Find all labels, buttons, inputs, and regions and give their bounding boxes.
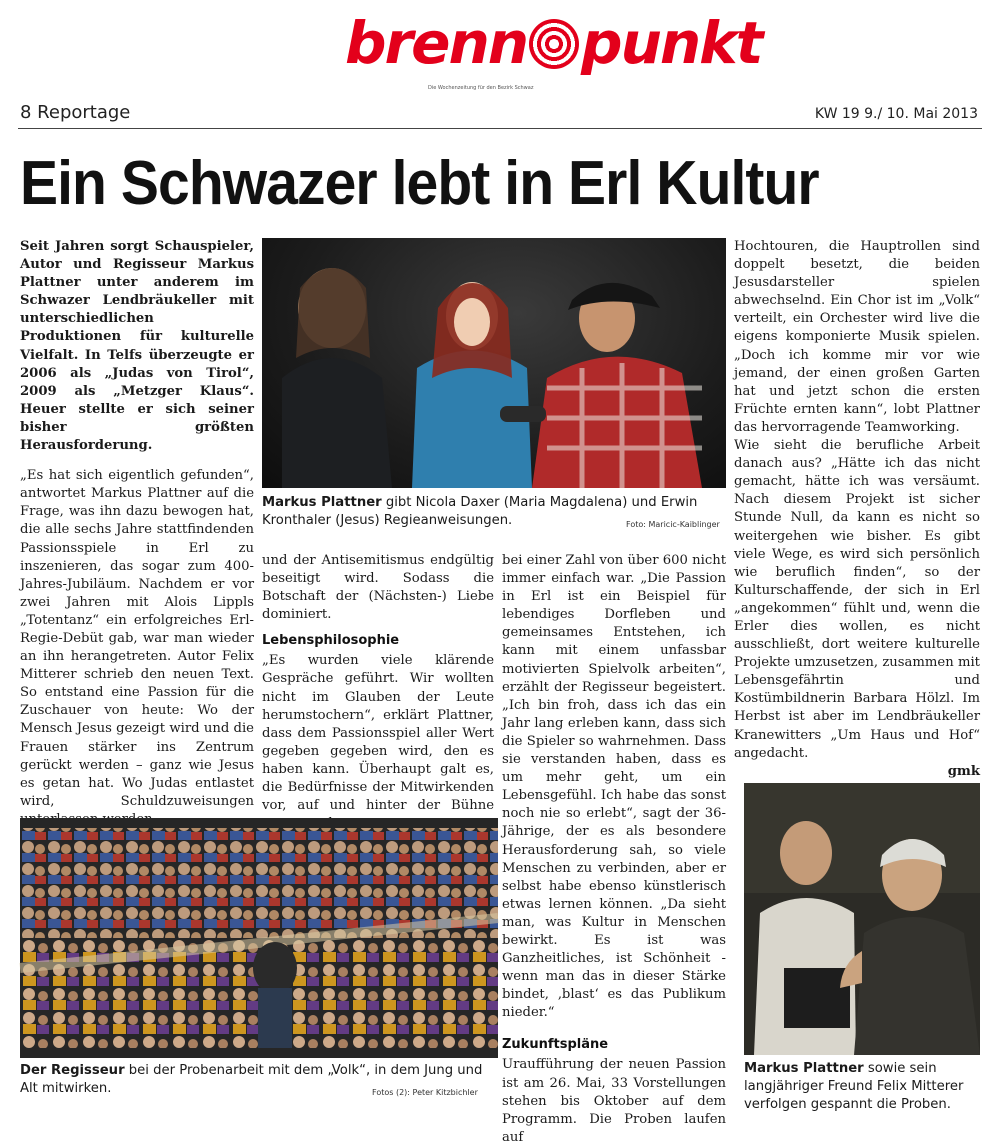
- headline: Ein Schwazer lebt in Erl Kultur: [20, 149, 819, 218]
- photo3-caption: [744, 1060, 984, 1114]
- brand-left: brenn: [345, 9, 528, 77]
- header-rule: [18, 128, 982, 129]
- caption-text: bei der Probenarbeit mit dem „Volk“, in dem Jung und Alt mitwirken.: [20, 1063, 483, 1096]
- caption-text: gibt Nicola Daxer (Maria Magdalena) und Erwin Kronthaler (Jesus) Regieanweisungen.: [262, 495, 698, 528]
- column-1: [20, 238, 254, 818]
- body-paragraph: und der Antisemitismus endgültig beseitigt wird. Sodass die Botschaft der (Nächsten-) Liebe dominiert.: [262, 553, 494, 623]
- issue-date: KW 19 9./ 10. Mai 2013: [814, 106, 978, 122]
- photo2-credit: Fotos (2): Peter Kitzbichler: [372, 1088, 478, 1097]
- photo-rehearsal-direction: [262, 238, 726, 488]
- tagline: Die Wochenzeitung für den Bezirk Schwaz: [428, 85, 534, 91]
- body-paragraph: „Es wurden viele klärende Gespräche geführt. Wir wollten nicht im Glauben der Leute herumstochern“, erklärt Plattner, dass dem Passionsspiel aller Wert gegeben gegeben wird, den es haben kann. Überhaupt galt es, die Bedürfnisse der Mitwirkenden vor, auf und hinter der Bühne: [262, 653, 494, 814]
- photo-crowd-rehearsal: [20, 818, 498, 1058]
- subhead-lebensphilosophie: Lebensphilosophie: [262, 633, 400, 649]
- column-4: [734, 238, 980, 778]
- caption-bold: Der Regisseur: [20, 1063, 125, 1078]
- masthead: [0, 0, 1000, 123]
- column-2: [262, 552, 494, 818]
- body-paragraph: „Es hat sich eigentlich gefunden“, antwortet Markus Plattner auf die Frage, was ihn dazu bewogen hat, die alle sechs Jahre stattfindenden Passionsspiele in Erl zu inszenieren, das sogar zum 400-Jahres-Jubiläum. Nachdem er vor zwei Jahren mit Alois Lippls „Totentanz“ ein erfolgreiches Erl-Regie-Debüt gab, war man wieder an ihn herangetreten. Autor Felix Mitterer schrieb den neuen Text. So entstand eine Passion für die Zuschauer von heute: Wo der Mensch Jesus gezeigt wird und die Frauen stärker ins Zentrum gerückt werden – ganz wie Jesus es getan hat. Wo Judas entlastet wird, Schuldzuweisungen: [20, 468, 254, 809]
- caption-bold: Markus Plattner: [262, 495, 382, 510]
- target-icon: [529, 19, 579, 69]
- brand-right: punkt: [581, 9, 762, 77]
- caption-bold: Markus Plattner: [744, 1061, 864, 1076]
- body-paragraph: bei einer Zahl von über 600 nicht immer einfach war. „Die Passion in Erl ist ein Beispiel für lebendiges Dorfleben und gemeinsames Entstehen, ich kann mit einem unfassbar motivierten Spielvolk arbeiten“, erzählt der Regisseur begeistert. „Ich bin froh, dass ich das ein Jahr lang erleben kann, dass sich die Spieler so wahrnehmen. Dass sie verstanden haben, dass es um mehr geht, um ein Lebensgefühl. Ich habe das sonst noch nie so erlebt“, sagt der 36-Jährige, der es als besondere Herausforderung sah, so viele Menschen zu verbinden, aber er selbst habe ebenso künstlerisch etwas lernen können. „Da sieht man, was Kultur in Menschen bewirkt. Es ist was Ganzheitliches, ist Schönheit - wenn man das in dieser Stärke bindet, ‚blast‘ es das Publikum nieder.“: [502, 553, 726, 1021]
- body-paragraph: Wie sieht die berufliche Arbeit danach aus? „Hätte ich das nicht gemacht, hätte ich was versäumt. Nach diesem Projekt ist sicher Stunde Null, da kann es nicht so weitergehen wie bisher. Es gibt viele Wege, es wird sich persönlich wie beruflich finden“, so der Kulturschaffende, der sich in Erl „angekommen“ fühlt und, wenn die Erler dies wollen, es nicht ausschließt, dort weitere kulturelle Projekte umzusetzen, zusammen mit Lebensgefährtin und Kostümbildnerin Barbara Hölzl. Im Herbst ist aber im Lendbräukeller Kranewitters „Um Haus und Hof“ angedacht.: [734, 438, 980, 761]
- lead-paragraph: Seit Jahren sorgt Schauspieler, Autor und Regisseur Markus Plattner unter anderem im Schwazer Lendbräukeller mit unterschiedlichen Produktionen für kulturelle Vielfalt. In Telfs überzeugte er 2006 als „Judas von Tirol“, 2009 als „Metzger Klaus“. Heuer stellte er sich seiner bisher größten Herausforderung.: [20, 239, 254, 454]
- two-men-illustration: [744, 783, 980, 1055]
- column-3: [502, 552, 726, 1145]
- brand-logo: [345, 8, 761, 78]
- photo-plattner-mitterer: [744, 783, 980, 1055]
- body-paragraph: Uraufführung der neuen Passion ist am 26. Mai, 33 Vorstellungen stehen bis Oktober auf dem Programm. Die Proben laufen auf: [502, 1057, 726, 1145]
- subhead-zukunftsplaene: Zukunftspläne: [502, 1037, 609, 1053]
- section-label: 8 Reportage: [20, 102, 131, 123]
- photo1-credit: Foto: Maricic-Kaiblinger: [626, 520, 720, 529]
- crowd-illustration: [20, 818, 498, 1058]
- caption-text: sowie sein langjähriger Freund Felix Mitterer verfolgen gespannt die Proben.: [744, 1061, 964, 1112]
- body-paragraph: Hochtouren, die Hauptrollen sind doppelt besetzt, die beiden Jesusdarsteller spielen abwechselnd. Ein Chor ist im „Volk“ verteilt, ein Orchester wird live die eigens komponierte Musik spielen. „Doch ich komme mir vor wie jemand, der einen großen Garten hat und jetzt schon die ersten Früchte ernten kann“, lobt Plattner das hervorragende Teamworking.: [734, 239, 980, 435]
- photo-people-illustration: [262, 238, 726, 488]
- author-signature: gmk: [947, 763, 980, 779]
